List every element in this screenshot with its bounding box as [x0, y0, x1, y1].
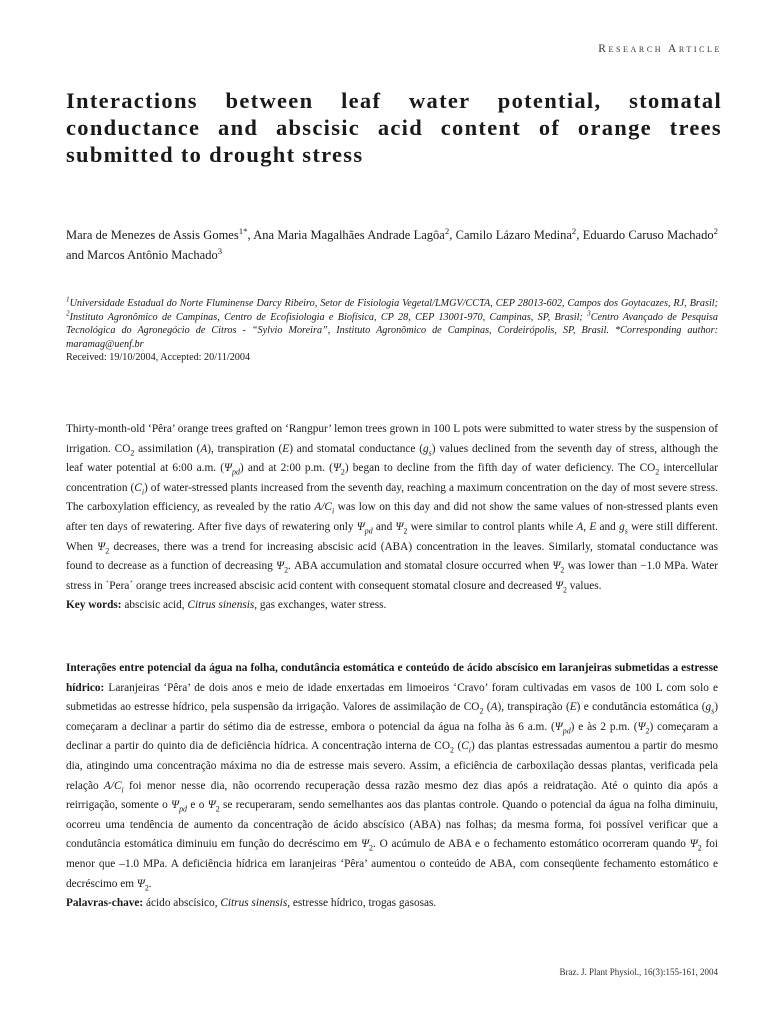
author-affil-mark: 2 — [571, 225, 577, 236]
abstract-text: ) began to decline from the fifth day of water deficiency. The CO — [344, 462, 656, 475]
symbol: A — [200, 442, 208, 455]
abstract-text: assimilation ( — [134, 442, 201, 455]
resumo-text: ) começaram a declinar a partir do quinto dia de deficiência hídrica. A concentração interna de CO — [66, 720, 718, 753]
subscript: i — [331, 506, 335, 516]
section-label: Research Article — [598, 43, 722, 55]
subscript: 2 — [450, 745, 454, 755]
subscript: s — [711, 706, 715, 716]
palavras-chave — [66, 894, 718, 914]
author-name: , Camilo Lázaro Medina — [449, 228, 572, 242]
subscript: 2 — [369, 843, 373, 853]
symbol: Ψ — [552, 560, 561, 573]
subscript: pd — [179, 804, 187, 814]
symbol: Ψ — [395, 520, 404, 533]
symbol: C — [324, 501, 332, 514]
abstract-text: ) values declined from the seventh day of stress, although the leaf water potential at 6:00 a.m. ( — [66, 442, 719, 475]
subscript: i — [468, 745, 471, 755]
subscript: i — [121, 784, 124, 794]
keywords-label: Key words: — [66, 599, 122, 612]
symbol: Ψ — [637, 720, 646, 733]
resumo-text: e o — [187, 799, 208, 812]
symbol: Ψ — [361, 838, 370, 851]
symbol: Ψ — [207, 799, 216, 812]
affil-mark: 3 — [587, 309, 591, 318]
author-affil-mark: 2 — [713, 225, 718, 236]
symbol: A/ — [314, 501, 325, 514]
abstract-text: , — [583, 520, 590, 533]
symbol: Ψ — [555, 579, 563, 592]
resumo-text: ) das plantas estressadas aumentou a partir do mesmo dia, atingindo uma concentração máxima no dia de estresse mais severo. Assim, a eficiência de carboxilação dessas plantas, verificada pela relação — [66, 740, 719, 792]
subscript: 2 — [340, 467, 345, 477]
subscript: pd — [364, 526, 373, 536]
symbol: Ψ — [171, 799, 180, 812]
resumo-text: ) e às 2 p.m. ( — [570, 720, 638, 733]
symbol: E — [569, 701, 577, 714]
resumo-text: foi menor que –1.0 MPa. A deficiência hídrica em laranjeiras ‘Pêra’ aumentou o conteúdo de ABA, com conseqüente fechamento estomático e decréscimo em — [66, 838, 718, 890]
resumo-text: ) começaram a declinar a partir do sétimo dia de estresse, embora o potencial da água na folha às 6 a.m. ( — [66, 701, 718, 733]
symbol: C — [134, 481, 142, 494]
affiliation-text: Universidade Estadual do Norte Fluminense Darcy Ribeiro, Setor de Fisiologia Vegetal/LMGV/CCTA, CEP 28013-602, Campos dos Goytacazes, RJ, Brasil; — [69, 298, 718, 309]
symbol: C — [461, 740, 469, 753]
symbol: Ψ — [97, 540, 106, 553]
abstract-text: and — [372, 520, 396, 533]
symbol: Ψ — [356, 520, 365, 533]
palavras-label: Palavras-chave: — [66, 897, 144, 910]
symbol: Ψ — [276, 560, 285, 573]
keywords — [66, 596, 718, 616]
palavras-species: Citrus sinensis — [220, 897, 288, 910]
keywords-text: abscisic acid, — [121, 599, 188, 612]
abstract-text: ) and at 2:00 p.m. ( — [239, 462, 333, 475]
affiliation-text: Instituto Agronômico de Campinas, Centro de Ecofisiologia e Biofísica, CP 28, CEP 13001-970, Campinas, SP, Brasil; — [69, 311, 588, 323]
abstract-text: ) and stomatal conductance ( — [289, 442, 424, 455]
author-name: Mara de Menezes de Assis Gomes — [66, 228, 239, 242]
abstract-text: was low on this day and did not show the same values of non-stressed plants even after ten days of rewatering. After five days of rewatering only — [66, 501, 718, 533]
symbol: A/C — [103, 779, 122, 792]
abstract-text: values. — [566, 579, 602, 592]
abstract-text: ) of water-stressed plants increased from the seventh day, reaching a maximum concentration on the day of most severe stress. The carboxylation efficiency, as revealed by the ratio — [66, 481, 718, 514]
resumo-text: ( — [483, 701, 491, 714]
portuguese-abstract — [66, 659, 718, 914]
resumo-text: . — [148, 877, 152, 890]
subscript: 2 — [479, 706, 484, 716]
subscript: 2 — [284, 565, 289, 575]
resumo-text: Laranjeiras ‘Pêra’ de dois anos e meio de idade enxertadas em limoeiros ‘Cravo’ foram cultivadas em vasos de 100 L com solo e submetidas ao estresse hídrico, pela suspensão da irrigação. Valores de assimilação de CO — [66, 681, 718, 714]
symbol: E — [589, 520, 597, 533]
symbol: g — [619, 520, 625, 533]
subscript: 2 — [562, 585, 567, 594]
resumo-text: ) e condutância estomática ( — [576, 701, 706, 714]
symbol: g — [705, 701, 712, 714]
affil-mark: 2 — [66, 309, 70, 318]
author-affil-mark: 3 — [217, 245, 223, 256]
author-list — [66, 225, 718, 265]
author-affil-mark: 1* — [238, 225, 248, 236]
affiliations — [66, 297, 718, 351]
subscript: 2 — [144, 882, 149, 892]
abstract-text: ), transpiration ( — [207, 442, 283, 455]
subscript: pd — [562, 726, 571, 736]
subscript: 2 — [215, 804, 220, 814]
resumo-title: Interações entre potencial da água na folha, condutância estomática e conteúdo de ácido abscísico em laranjeiras submetidas a estresse hídrico: — [66, 662, 718, 694]
author-name: , Eduardo Caruso Machado — [576, 228, 714, 242]
subscript: 2 — [105, 545, 110, 555]
subscript: s — [428, 447, 432, 457]
subscript: 2 — [645, 726, 650, 736]
symbol: Ψ — [689, 838, 698, 851]
abstract-text: Thirty-month-old ‘Pêra’ orange trees grafted on ‘Rangpur’ lemon trees grown in 100 L pots were submitted to water stress by the suspension of irrigation. CO — [66, 423, 718, 455]
palavras-text: ácido abscísico, — [143, 897, 221, 910]
symbol: Ψ — [136, 877, 145, 890]
palavras-text: , estresse hídrico, trogas gasosas. — [287, 897, 437, 910]
resumo-text: ), transpiração ( — [497, 701, 570, 714]
resumo-text: . O acúmulo de ABA e o fechamento estomático ocorreram quando — [372, 838, 690, 851]
abstract-text: and — [596, 520, 620, 533]
author-name: and Marcos Antônio Machado — [66, 248, 218, 262]
subscript: i — [141, 487, 145, 497]
subscript: pd — [232, 467, 240, 477]
abstract — [66, 420, 718, 616]
keywords-species: Citrus sinensis — [187, 599, 255, 612]
subscript: s — [624, 526, 628, 536]
abstract-text: . ABA accumulation and stomatal closure occurred when — [288, 560, 553, 573]
author-name: , Ana Maria Magalhães Andrade Lagôa — [247, 228, 445, 242]
symbol: Ψ — [332, 462, 341, 475]
symbol: A — [576, 520, 584, 533]
subscript: 2 — [130, 447, 135, 457]
author-affil-mark: 2 — [444, 225, 450, 236]
resumo-text: foi menor nesse dia, não ocorrendo recuperação dessa razão mesmo dez dias após a reidratação. Até o quinto dia após a reirrigação, somente o — [66, 779, 718, 812]
subscript: 2 — [655, 467, 660, 477]
abstract-text: were still different. When — [66, 520, 718, 553]
journal-citation: Braz. J. Plant Physiol., 16(3):155-161, 2004 — [559, 967, 718, 977]
subscript: 2 — [560, 565, 565, 575]
symbol: g — [423, 442, 429, 455]
symbol: E — [282, 442, 290, 455]
received-dates: Received: 19/10/2004, Accepted: 20/11/2004 — [66, 352, 251, 363]
symbol: A — [490, 701, 498, 714]
resumo-text: se recuperaram, sendo semelhantes aos das plantas controle. Quando o potencial da água na folha diminuiu, ocorreu uma tendência de aumento da concentração de ácido abscísico (ABA) nas folhas; da mesma forma, foi possível verificar que a condutância estomática diminuiu em função do decréscimo em — [66, 799, 719, 851]
resumo-text: ( — [453, 740, 462, 753]
symbol: Ψ — [554, 720, 563, 733]
abstract-text: decreases, there was a trend for increasing abscisic acid (ABA) concentration in the leaves. Similarly, stomatal conductance was found to decrease as a function of decreasing — [66, 540, 718, 573]
abstract-text: were similar to control plants while — [407, 520, 577, 533]
affiliation-text: Centro Avançado de Pesquisa Tecnológica do Agronegócio de Citros - “Sylvio Moreira”, Instituto Agronômico de Campinas, Cordeirópolis, SP, Brasil. *Corresponding author: maramag@uenf.br — [66, 311, 718, 350]
subscript: 2 — [697, 843, 702, 853]
keywords-text: , gas exchanges, water stress. — [254, 599, 387, 612]
article-title: Interactions between leaf water potential, stomatal conductance and abscisic acid content of orange trees submitted to drought stress — [66, 88, 722, 167]
abstract-text: was lower than −1.0 MPa. Water stress in `Pera´ orange trees increased abscisic acid content with consequent stomatal closure and decreased — [66, 560, 718, 592]
symbol: Ψ — [224, 462, 232, 475]
subscript: 2 — [403, 526, 408, 536]
abstract-text: intercellular concentration ( — [66, 462, 718, 494]
affil-mark: 1 — [66, 295, 70, 304]
